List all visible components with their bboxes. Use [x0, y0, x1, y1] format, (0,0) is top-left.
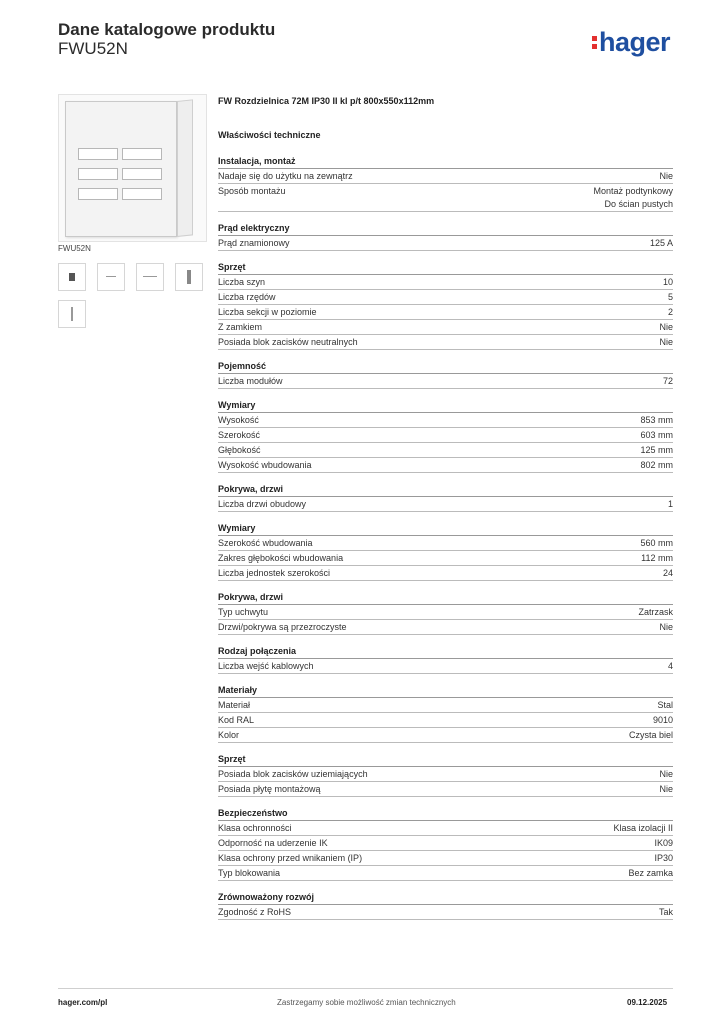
- footer-website-link[interactable]: hager.com/pl: [58, 998, 108, 1007]
- spec-section: [218, 591, 673, 635]
- section-title: Pokrywa, drzwi: [218, 591, 673, 605]
- spec-label: Klasa ochronności: [218, 822, 292, 833]
- spec-value: Nie: [659, 170, 673, 181]
- spec-section: [218, 399, 673, 473]
- spec-value: 72: [662, 375, 673, 386]
- spec-row: [218, 305, 673, 320]
- rail: [122, 148, 162, 160]
- spec-value: Bez zamka: [628, 867, 673, 878]
- spec-row: [218, 698, 673, 713]
- spec-label: Zgodność z RoHS: [218, 906, 292, 917]
- spec-row: [218, 497, 673, 512]
- spec-row: [218, 428, 673, 443]
- section-title: Pokrywa, drzwi: [218, 483, 673, 497]
- spec-value: Nie: [659, 321, 673, 332]
- spec-label: Liczba sekcji w poziomie: [218, 306, 317, 317]
- spec-section: [218, 522, 673, 581]
- rail: [78, 168, 118, 180]
- spec-value: Nie: [659, 768, 673, 779]
- spec-value: Tak: [658, 906, 673, 917]
- spec-section: [218, 753, 673, 797]
- spec-label: Kod RAL: [218, 714, 255, 725]
- spec-value: Nie: [659, 336, 673, 347]
- spec-row: [218, 169, 673, 184]
- spec-value: 603 mm: [640, 429, 673, 440]
- spec-row: [218, 458, 673, 473]
- spec-row: [218, 320, 673, 335]
- footer-date: 09.12.2025: [627, 998, 668, 1007]
- section-title: Pojemność: [218, 360, 673, 374]
- spec-label: Nadaje się do użytku na zewnątrz: [218, 170, 353, 181]
- spec-label: Liczba drzwi obudowy: [218, 498, 307, 509]
- spec-value: 853 mm: [640, 414, 673, 425]
- spec-label: Typ blokowania: [218, 867, 281, 878]
- spec-row: [218, 275, 673, 290]
- spec-value: Stal: [657, 699, 673, 710]
- spec-value: 4: [667, 660, 673, 671]
- spec-row: [218, 335, 673, 350]
- spec-value: Klasa izolacji II: [613, 822, 673, 833]
- spec-row: [218, 836, 673, 851]
- spec-label: Głębokość: [218, 444, 261, 455]
- rail: [122, 188, 162, 200]
- spec-label: Posiada płytę montażową: [218, 783, 321, 794]
- spec-row: [218, 605, 673, 620]
- spec-row: [218, 905, 673, 920]
- spec-row: [218, 566, 673, 581]
- spec-row: [218, 374, 673, 389]
- section-title: Bezpieczeństwo: [218, 807, 673, 821]
- rail: [78, 148, 118, 160]
- spec-row: [218, 551, 673, 566]
- spec-section: [218, 645, 673, 674]
- spec-label: Typ uchwytu: [218, 606, 269, 617]
- spec-label: Posiada blok zacisków neutralnych: [218, 336, 358, 347]
- spec-section: [218, 483, 673, 512]
- spec-value: 560 mm: [640, 537, 673, 548]
- spec-label: Liczba szyn: [218, 276, 266, 287]
- spec-value: 1: [667, 498, 673, 509]
- spec-label: Posiada blok zacisków uziemiających: [218, 768, 368, 779]
- product-name: FW Rozdzielnica 72M IP30 II kl p/t 800x550x112mm: [218, 96, 435, 106]
- spec-row: [218, 620, 673, 635]
- spec-label: Zakres głębokości wbudowania: [218, 552, 344, 563]
- spec-row: [218, 236, 673, 251]
- hager-logo: [592, 27, 670, 58]
- footer-divider: [58, 988, 673, 989]
- spec-label: Drzwi/pokrywa są przezroczyste: [218, 621, 347, 632]
- product-code: FWU52N: [58, 39, 128, 58]
- spec-value: 2: [667, 306, 673, 317]
- spec-value: IK09: [654, 837, 673, 848]
- spec-section: [218, 891, 673, 920]
- spec-label: Sposób montażu: [218, 185, 286, 196]
- spec-section: [218, 360, 673, 389]
- spec-row: [218, 290, 673, 305]
- spec-row: [218, 782, 673, 797]
- spec-row: [218, 728, 673, 743]
- section-title: Instalacja, montaż: [218, 155, 673, 169]
- spec-value: 9010: [652, 714, 673, 725]
- spec-value: Czysta biel: [628, 729, 673, 740]
- spec-value: 125 mm: [640, 444, 673, 455]
- spec-row: [218, 821, 673, 836]
- footer-disclaimer: Zastrzegamy sobie możliwość zmian technicznych: [277, 998, 456, 1007]
- rail: [122, 168, 162, 180]
- thumbnail-profile[interactable]: [58, 300, 86, 328]
- spec-label: Liczba wejść kablowych: [218, 660, 314, 671]
- spec-row: [218, 851, 673, 866]
- page-title: Dane katalogowe produktu: [58, 20, 276, 39]
- spec-value: Nie: [659, 621, 673, 632]
- spec-value: 112 mm: [641, 552, 673, 563]
- spec-section: [218, 222, 673, 251]
- spec-row: [218, 767, 673, 782]
- spec-row: [218, 184, 673, 212]
- thumbnail-dimension-side[interactable]: [97, 263, 125, 291]
- spec-label: Liczba rzędów: [218, 291, 276, 302]
- spec-label: Prąd znamionowy: [218, 237, 290, 248]
- cabinet-door: [177, 99, 193, 237]
- logo-text: hager: [599, 27, 671, 57]
- spec-label: Wysokość: [218, 414, 259, 425]
- product-image[interactable]: [58, 94, 207, 242]
- spec-label: Odporność na uderzenie IK: [218, 837, 328, 848]
- logo-dots-icon: [592, 36, 597, 52]
- spec-value: 24: [662, 567, 673, 578]
- thumbnail-side[interactable]: [175, 263, 203, 291]
- spec-row: [218, 536, 673, 551]
- spec-value: 10: [662, 276, 673, 287]
- section-title: Sprzęt: [218, 261, 673, 275]
- spec-label: Szerokość: [218, 429, 261, 440]
- spec-value: 125 A: [649, 237, 673, 248]
- spec-row: [218, 659, 673, 674]
- section-title: Wymiary: [218, 522, 673, 536]
- spec-section: [218, 807, 673, 881]
- cabinet-drawing: [65, 101, 177, 237]
- spec-label: Kolor: [218, 729, 240, 740]
- spec-value: Zatrzask: [638, 606, 673, 617]
- section-title: Materiały: [218, 684, 673, 698]
- spec-table: [218, 155, 673, 930]
- spec-label: Materiał: [218, 699, 251, 710]
- spec-label: Liczba modułów: [218, 375, 283, 386]
- spec-label: Szerokość wbudowania: [218, 537, 313, 548]
- thumbnail-dimension-top[interactable]: [136, 263, 164, 291]
- section-title: Sprzęt: [218, 753, 673, 767]
- image-caption: FWU52N: [58, 244, 91, 253]
- spec-row: [218, 713, 673, 728]
- spec-value: Montaż podtynkowy Do ścian pustych: [593, 185, 673, 209]
- spec-label: Wysokość wbudowania: [218, 459, 312, 470]
- section-title: Rodzaj połączenia: [218, 645, 673, 659]
- section-title: Wymiary: [218, 399, 673, 413]
- spec-row: [218, 443, 673, 458]
- spec-label: Klasa ochrony przed wnikaniem (IP): [218, 852, 363, 863]
- spec-section: [218, 261, 673, 350]
- spec-value: 5: [667, 291, 673, 302]
- spec-label: Z zamkiem: [218, 321, 263, 332]
- section-title: Zrównoważony rozwój: [218, 891, 673, 905]
- spec-label: Liczba jednostek szerokości: [218, 567, 331, 578]
- spec-value: IP30: [654, 852, 673, 863]
- spec-value: 802 mm: [640, 459, 673, 470]
- thumbnail-front[interactable]: [58, 263, 86, 291]
- spec-value: Nie: [659, 783, 673, 794]
- section-title: Prąd elektryczny: [218, 222, 673, 236]
- rail: [78, 188, 118, 200]
- spec-row: [218, 413, 673, 428]
- spec-row: [218, 866, 673, 881]
- spec-section: [218, 155, 673, 212]
- properties-title: Właściwości techniczne: [218, 130, 321, 140]
- spec-section: [218, 684, 673, 743]
